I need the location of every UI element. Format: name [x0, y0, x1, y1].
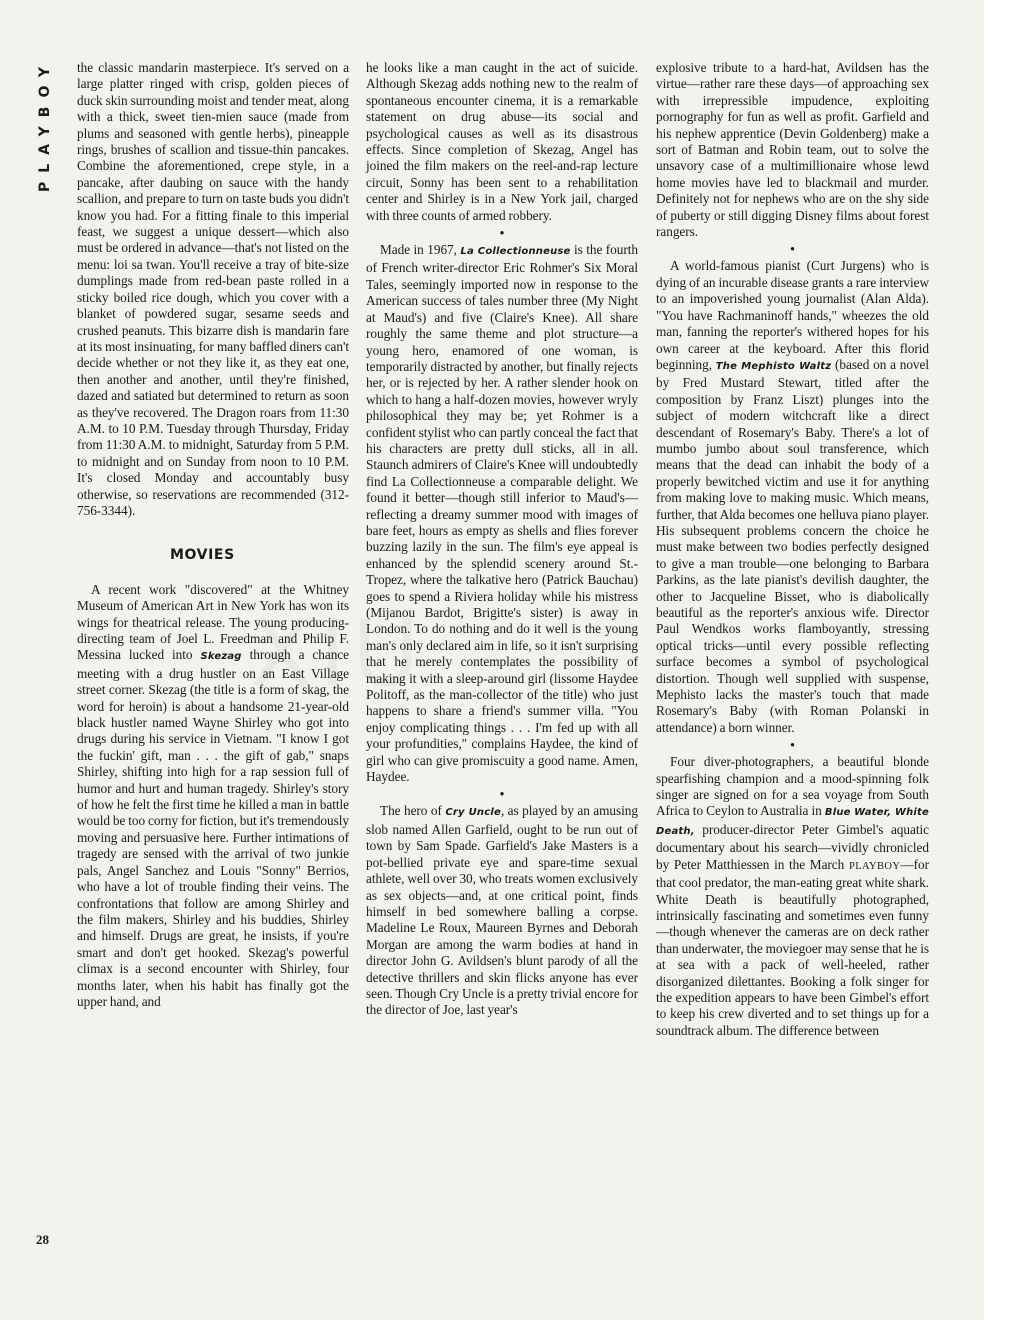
paragraph: A world-famous pianist (Curt Jurgens) who is dying of an incurable disease grants a rare interview to an impoverished young journalist (Alan Alda). "You have Rachmaninoff hands," wheezes the old man, fanning the reporter's withered hopes for his own career at the keyboard. After this florid beginning, The Mephisto Waltz (based on a novel by Fred Mustard Stewart, titled after the composition by Franz Liszt) plunges into the subject of modern witchcraft like a direct descendant of Rosemary's Baby. There's a lot of mumbo jumbo about soul transference, which means that the dead can inhabit the body of a properly bewitched victim and use it for anything from making love to making music. Which means, further, that Alda becomes one helluva piano player. His subsequent problems concern the choice he must make between two bodies perfectly designed to give a man trouble—one belonging to Barbara Parkins, as the late pianist's devilish daughter, the other to Jacqueline Bisset, who is diabolically beautiful as the reporter's anxious wife. Director Paul Wendkos works flamboyantly, stressing optical tricks—until every possible reflecting surface becomes a symbol of psychological distortion. Though well supplied with suspense, Mephisto lacks the master's touch that made Rosemary's Baby (with Roman Polanski in attendance) a born winner. — [656, 258, 930, 735]
paragraph: he looks like a man caught in the act of suicide. Although Skezag adds nothing new to the realm of spontaneous encounter cinema, it is a remarkable statement on drug abuse—its social and psychological causes as well as its disastrous effects. Since completion of Skezag, Angel has joined the film makers on the reel-and-rap lecture circuit, Sonny has been sent to a rehabilitation center and Shirley is in a New York jail, charged with three counts of armed robbery. — [366, 60, 638, 223]
paragraph: the classic mandarin masterpiece. It's served on a large platter ringed with crisp, golden pieces of duck skin surrounding moist and tender meat, along with a thick, sweet tien-mien sauce (made from plums and seasoned with gentle herbs), pineapple rings, brushes of scallion and tissue-thin pancakes. Combine the aforementioned, crepe style, in a pancake, after daubing on sauce with the handy scallion, and prepare to turn on taste buds you didn't know you had. For a fitting finale to this imperial feast, we suggest a unique dessert—which also must be ordered in advance—that's not listed on the menu: loi sa twan. You'll receive a tray of bite-size dumplings made from red-bean paste rolled in a sticky boiled rice dough, which you cover with a blanket of powdered sugar, sesame seeds and crushed peanuts. This bizarre dish is mandarin fare at its most insinuating, for many baffled diners can't decide whether or not they like it, as they eat one, then another and another, until they're finished, dazed and satiated but determined to return as soon as they've recovered. The Dragon roars from 11:30 A.M. to 10 P.M. Tuesday through Thursday, Friday from 11:30 A.M. to midnight, Saturday from 5 P.M. to midnight and on Sunday from noon to 10 P.M. It's closed Monday and accountably busy otherwise, so reservations are recommended (312-756-3344). — [77, 60, 349, 518]
section-heading: MOVIES — [170, 547, 235, 564]
paragraph: The hero of Cry Uncle, as played by an amusing slob named Allen Garfield, ought to be run out of town by Sam Spade. Garfield's Jake Masters is a pot-bellied private eye and spare-time sexual athlete, well over 30, who treats women exclusively as sex objects—and, at one critical point, finds himself in bed somewhere balling a corpse. Madeline Le Roux, Maureen Byrnes and Deborah Morgan are among the warm bodies at hand in director John G. Avildsen's blunt parody of all the detective thrillers and skin flicks anyone has ever seen. Though Cry Uncle is a pretty trivial encore for the director of Joe, last year's — [366, 803, 638, 1018]
separator-dot: ● — [790, 244, 795, 254]
separator-dot: ● — [790, 740, 795, 750]
film-title: Cry Uncle — [445, 807, 501, 819]
paragraph: Four diver-photographers, a beautiful blonde spearfishing champion and a mood-spinning folk singer are signed on for a sea voyage from South Africa to Ceylon to Australia in Blue Water, White Death, producer-director Peter Gimbel's aquatic documentary about his search—vividly chronicled by Peter Matthiessen in the March PLAYBOY—for that cool predator, the man-eating great white shark. White Death is beautifully photographed, intrinsically fascinating and sometimes even funny—though whenever the cameras are on deck rather than underwater, the moviegoer may sense that he is at sea with a pack of well-heeled, rather disorganized dilettantes. Booking a folk singer for the expedition appears to have been Gimbel's effort to keep his crew diverted and to set things up for a soundtrack album. The difference between — [656, 754, 930, 1038]
column-1 — [77, 60, 349, 1010]
film-title: Skezag — [200, 651, 242, 663]
film-title: The Mephisto Waltz — [715, 360, 832, 372]
column-3 — [656, 60, 929, 1039]
paragraph: A recent work "discovered" at the Whitney Museum of American Art in New York has won its wings for theatrical release. The young producing-directing team of Joel L. Freedman and Philip F. Messina lucked into Skezag through a chance meeting with a drug hustler on an East Village street corner. Skezag (the title is a form of skag, the word for heroin) is about a handsome 21-year-old black hustler named Wayne Shirley who got into drugs during his service in Vietnam. "I know I got the fuckin' gift, man . . . the gift of gab," snaps Shirley, shifting into high for a rap session full of humor and hurt and human tragedy. Shirley's story of how he felt the first time he killed a man in battle would be too corny for fiction, but it's tremendously moving and persuasive here. Further intimations of tragedy are sensed with the arrival of two junkie pals, Angel Sanchez and Louis "Sonny" Berrios, who have a lot of trouble finding their veins. The confrontations that follow are among Shirley and the film makers, Shirley and his buddies, Shirley and himself. Drugs are great, he insists, if you're smart and don't get hooked. Skezag's powerful climax is a second encounter with Shirley, four months later, when his habit has finally got the upper hand, and — [77, 581, 349, 1009]
masthead: PLAYBOY — [37, 58, 53, 193]
film-title: La Collectionneuse — [460, 246, 571, 258]
playboy-smallcaps: PLAYBOY — [848, 860, 901, 872]
separator-dot: ● — [499, 228, 505, 238]
separator-dot: ● — [499, 789, 505, 799]
column-2 — [366, 60, 638, 1019]
paragraph: explosive tribute to a hard-hat, Avildsen has the virtue—rather rare these days—of approaching sex with irrepressible impudence, exploiting pornography for fun as well as profit. Garfield and his nephew apprentice (Devin Goldenberg) make a sort of Batman and Robin team, out to solve the unsavory case of a multimillionaire whose lewd home movies have led to blackmail and murder. Definitely not for nephews who are on the shy side of puberty or still digging Disney films about forest rangers. — [656, 60, 929, 240]
paragraph: Made in 1967, La Collectionneuse is the fourth of French writer-director Eric Rohmer's Six Moral Tales, seemingly imported now in response to the American success of tales number three (My Night at Maud's) and five (Claire's Knee). All share roughly the same theme and plot structure—a young hero, enamored of one woman, is temporarily distracted by another, but finally rejects her, or is rejected by her. A rather slender hook on which to hang a half-dozen movies, however wryly philosophical they may be; yet Rohmer is a confident stylist who can partly conceal the fact that his characters are pretty dull sticks, all in all. Staunch admirers of Claire's Knee will undoubtedly find La Collectionneuse a comparable delight. We found it better—though still inferior to Maud's—reflecting a dreamy summer mood with images of bare feet, hours as empty as shells and flies forever buzzing lazily in the sun. The film's eye appeal is enhanced by the splendid scenery around St.-Tropez, where the talkative hero (Patrick Bauchau) goes to spend a Riviera holiday while his mistress (Mijanou Bardot, Brigitte's sister) is away in London. To do nothing and do it well is the young man's only declared aim in life, so it isn't surprising that he merely contemplates the possibility of making it with a sleep-around girl (lissome Haydee Politoff, as the man-collector of the title) who just happens to share a friend's summer villa. "You enjoy complicating things . . . I'm fed up with all your profundities," complains Haydee, the kind of girl who can give promiscuity a good name. Amen, Haydee. — [366, 242, 638, 785]
page-number: 28 — [36, 1232, 49, 1247]
film-title: Blue Water, White Death, — [656, 807, 929, 837]
